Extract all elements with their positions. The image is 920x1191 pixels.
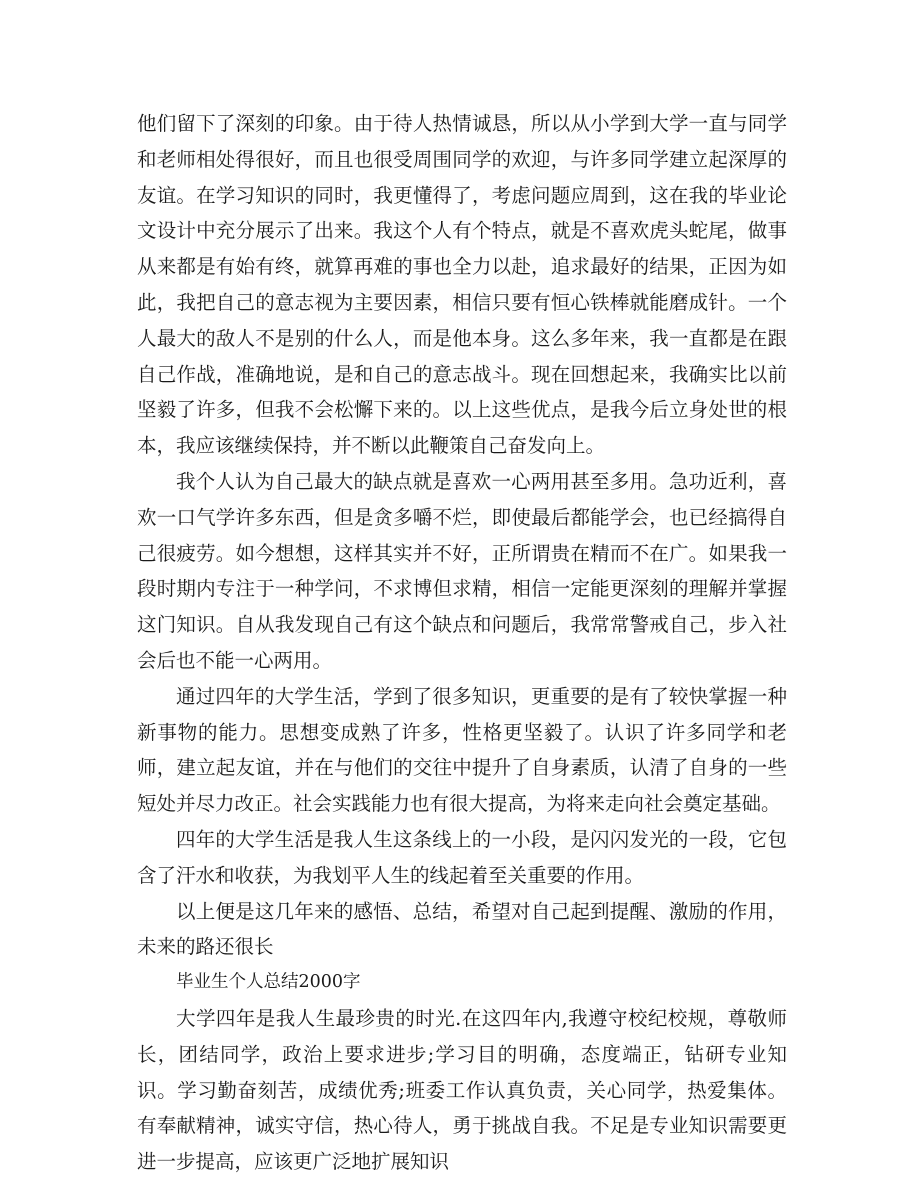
section-title: 毕业生个人总结2000字	[176, 972, 361, 993]
paragraph-weaknesses: 我个人认为自己最大的缺点就是喜欢一心两用甚至多用。急功近利，喜欢一口气学许多东西，但是贪多嚼不烂，即使最后都能学会，也已经搞得自己很疲劳。如今想想，这样其实并不好，正所谓贵在精而不在广。如果我一段时期内专注于一种学问，不求博但求精，相信一定能更深刻的理解并掌握这门知识。自从我发现自己有这个缺点和问题后，我常常警戒自己，步入社会后也不能一心两用。	[137, 469, 787, 672]
paragraph-strengths: 他们留下了深刻的印象。由于待人热情诚恳，所以从小学到大学一直与同学和老师相处得很好，而且也很受周围同学的欢迎，与许多同学建立起深厚的友谊。在学习知识的同时，我更懂得了，考虑问题应周到，这在我的毕业论文设计中充分展示了出来。我这个人有个特点，就是不喜欢虎头蛇尾，做事从来都是有始有终，就算再难的事也全力以赴，追求最好的结果，正因为如此，我把自己的意志视为主要因素，相信只要有恒心铁棒就能磨成针。一个人最大的敌人不是别的什么人，而是他本身。这么多年来，我一直都是在跟自己作战，准确地说，是和自己的意志战斗。现在回想起来，我确实比以前坚毅了许多，但我不会松懈下来的。以上这些优点，是我今后立身处世的根本，我应该继续保持，并不断以此鞭策自己奋发向上。	[137, 112, 787, 458]
paragraph-university-life: 四年的大学生活是我人生这条线上的一小段，是闪闪发光的一段，它包含了汗水和收获，为我划平人生的线起着至关重要的作用。	[137, 827, 787, 887]
paragraph-growth: 通过四年的大学生活，学到了很多知识，更重要的是有了较快掌握一种新事物的能力。思想变成熟了许多，性格更坚毅了。认识了许多同学和老师，建立起友谊，并在与他们的交往中提升了自身素质，认清了自身的一些短处并尽力改正。社会实践能力也有很大提高，为将来走向社会奠定基础。	[137, 684, 787, 816]
document-body	[137, 106, 787, 1180]
paragraph-closing: 以上便是这几年来的感悟、总结，希望对自己起到提醒、激励的作用，未来的路还很长	[137, 899, 787, 959]
paragraph-summary: 大学四年是我人生最珍贵的时光.在这四年内,我遵守校纪校规，尊敬师长，团结同学，政治上要求进步;学习目的明确，态度端正，钻研专业知识。学习勤奋刻苦，成绩优秀;班委工作认真负责，关心同学，热爱集体。有奉献精神，诚实守信，热心待人，勇于挑战自我。不足是专业知识需要更进一步提高，应该更广泛地扩展知识	[137, 1006, 787, 1174]
